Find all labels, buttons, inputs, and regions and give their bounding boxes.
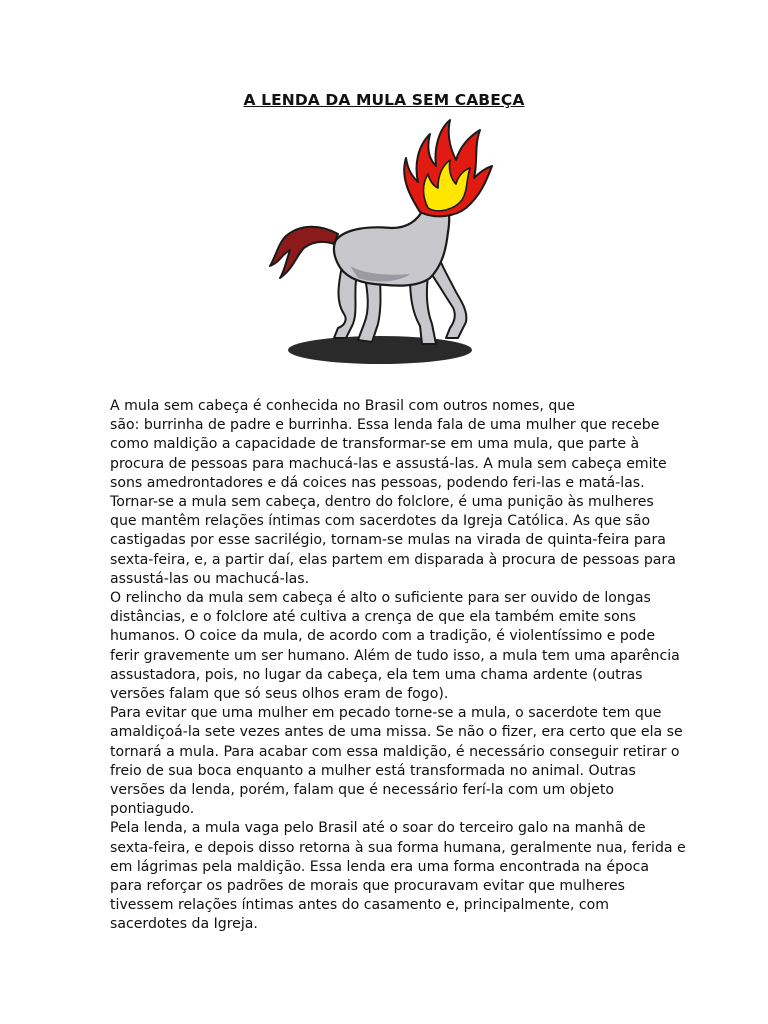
paragraph-line: O relincho da mula sem cabeça é alto o suficiente para ser ouvido de longas [110, 590, 651, 607]
paragraph-line: ferir gravemente um ser humano. Além de tudo isso, a mula tem uma aparência [110, 647, 680, 664]
paragraph-line: para reforçar os padrões de morais que procuravam evitar que mulheres [110, 878, 626, 895]
headless-mule-illustration [260, 116, 500, 370]
paragraph-line: assustadora, pois, no lugar da cabeça, ela tem uma chama ardente (outras [110, 666, 643, 683]
paragraph-line: versões da lenda, porém, falam que é necessário ferí-la com um objeto [110, 782, 614, 799]
paragraph-line: tornará a mula. Para acabar com essa maldição, é necessário conseguir retirar o [110, 743, 680, 760]
paragraph-line: sacerdotes da Igreja. [110, 916, 258, 933]
paragraph-line: procura de pessoas para machucá-las e assustá-las. A mula sem cabeça emite [110, 455, 667, 472]
paragraph-line: sons amedrontadores e dá coices nas pessoas, podendo feri-las e matá-las. [110, 474, 645, 491]
paragraph-line: amaldiçoá-la sete vezes antes de uma missa. Se não o fizer, era certo que ela se [110, 724, 683, 741]
paragraph-line: pontiagudo. [110, 801, 195, 818]
paragraph-line: A mula sem cabeça é conhecida no Brasil com outros nomes, que [110, 398, 575, 414]
paragraph-line: distâncias, e o folclore até cultiva a crença de que ela também emite sons [110, 609, 636, 626]
paragraph-line: assustá-las ou machucá-las. [110, 570, 310, 587]
paragraph-line: sexta-feira, e depois disso retorna à sua forma humana, geralmente nua, ferida e [110, 839, 686, 856]
paragraph [110, 819, 686, 934]
paragraph-line: Pela lenda, a mula vaga pelo Brasil até o soar do terceiro galo na manhã de [110, 820, 646, 837]
headless-mule-svg [260, 116, 500, 370]
paragraph-line: sexta-feira, e, a partir daí, elas partem em disparada à procura de pessoas para [110, 551, 676, 568]
mule-front-leg [410, 276, 436, 344]
paragraph-line: que mantêm relações íntimas com sacerdotes da Igreja Católica. As que são [110, 513, 651, 530]
ground-shadow [288, 336, 472, 364]
mule-tail [270, 227, 338, 278]
paragraph [110, 704, 683, 819]
paragraph-line: como maldição a capacidade de transformar-se em uma mula, que parte à [110, 436, 640, 453]
paragraph-line: tivessem relações íntimas antes do casamento e, principalmente, com [110, 897, 610, 914]
paragraph-line: Tornar-se a mula sem cabeça, dentro do folclore, é uma punição às mulheres [110, 494, 654, 511]
paragraph-line: em lágrimas pela maldição. Essa lenda era uma forma encontrada na época [110, 858, 650, 875]
paragraph [110, 589, 680, 704]
paragraph-line: humanos. O coice da mula, de acordo com a tradição, é violentíssimo e pode [110, 628, 656, 645]
document-body [110, 397, 686, 935]
document-title: A LENDA DA MULA SEM CABEÇA [243, 91, 525, 109]
paragraph [110, 397, 676, 589]
paragraph-line: Para evitar que uma mulher em pecado torne-se a mula, o sacerdote tem que [110, 705, 662, 722]
paragraph-line: são: burrinha de padre e burrinha. Essa lenda fala de uma mulher que recebe [110, 417, 660, 434]
paragraph-line: castigadas por esse sacrilégio, tornam-se mulas na virada de quinta-feira para [110, 532, 666, 549]
paragraph-line: versões falam que só seus olhos eram de fogo). [110, 686, 449, 703]
paragraph-line: freio de sua boca enquanto a mulher está transformada no animal. Outras [110, 762, 636, 779]
